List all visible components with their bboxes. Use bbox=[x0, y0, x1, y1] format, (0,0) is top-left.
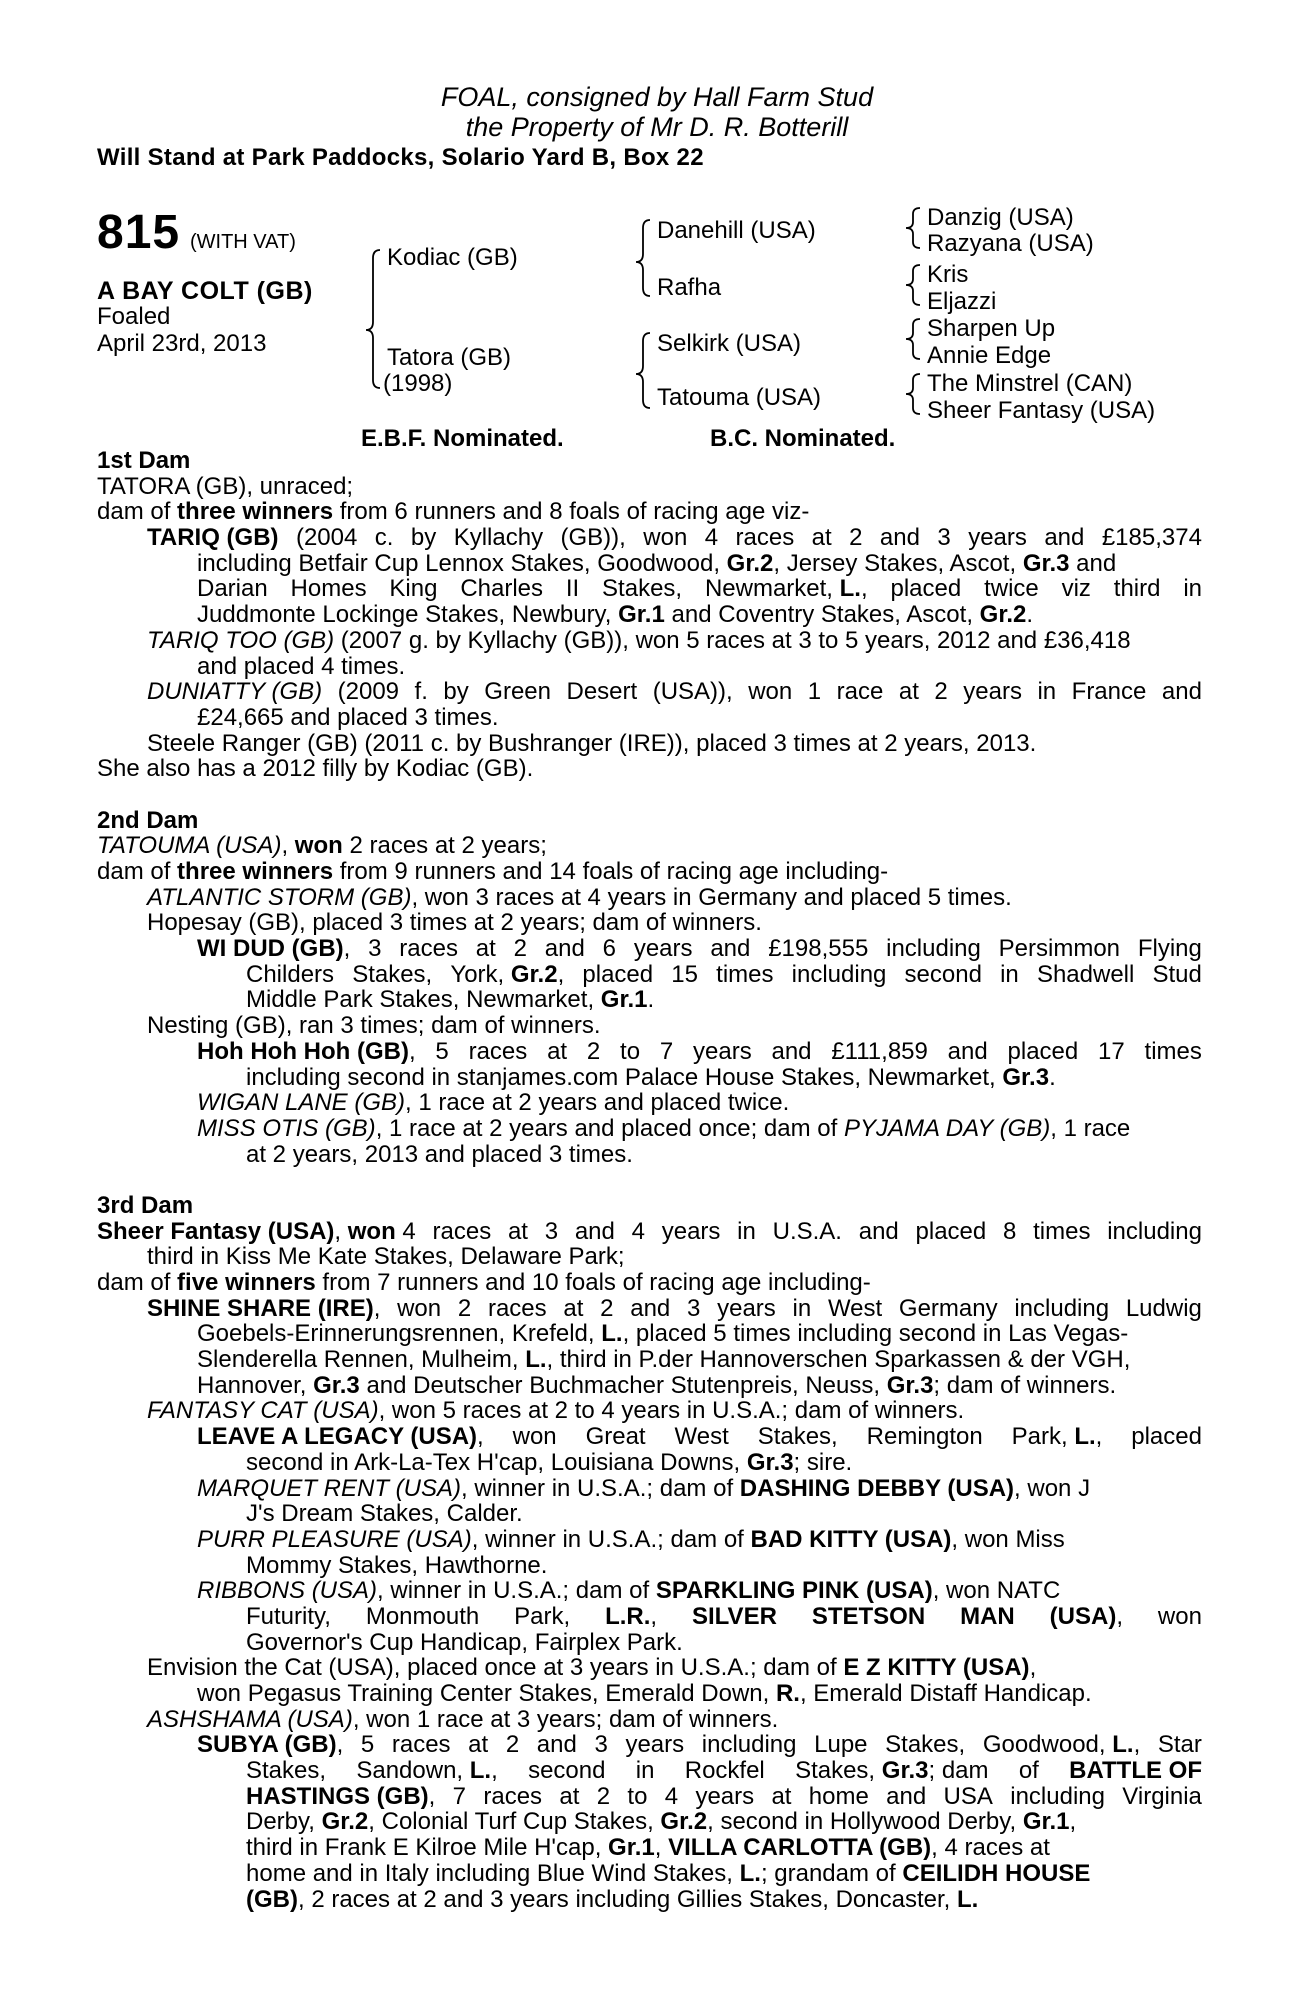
dam-details bbox=[97, 448, 1202, 1912]
dam-of-line: dam of three winners from 9 runners and 14 foals of racing age including- bbox=[97, 858, 889, 885]
offspring-line: including Betfair Cup Lennox Stakes, Goodwood, Gr.2, Jersey Stakes, Ascot, Gr.3 and bbox=[197, 549, 1117, 577]
offspring-line: Governor's Cup Handicap, Fairplex Park. bbox=[246, 1628, 683, 1656]
dam-year: (1998) bbox=[383, 370, 453, 397]
offspring-line: DUNIATTY (GB) (2009 f. by Green Desert (USA)), won 1 race at 2 years in France and bbox=[147, 678, 1202, 706]
offspring-line: J's Dream Stakes, Calder. bbox=[246, 1500, 523, 1528]
sire-name: Kodiac (GB) bbox=[387, 244, 518, 271]
offspring-line: Middle Park Stakes, Newmarket, Gr.1. bbox=[246, 986, 655, 1014]
stand-location: Will Stand at Park Paddocks, Solario Yard B, Box 22 bbox=[97, 144, 704, 171]
offspring-line: WIGAN LANE (GB), 1 race at 2 years and placed twice. bbox=[197, 1089, 790, 1117]
offspring-line: won Pegasus Training Center Stakes, Emerald Down, R., Emerald Distaff Handicap. bbox=[197, 1680, 1092, 1707]
offspring-line: at 2 years, 2013 and placed 3 times. bbox=[246, 1140, 633, 1168]
gg-8: Sheer Fantasy (USA) bbox=[927, 397, 1156, 424]
lot-title: A BAY COLT (GB) bbox=[97, 277, 313, 305]
offspring-line: Darian Homes King Charles II Stakes, Newmarket, L., placed twice viz third in bbox=[197, 575, 1202, 603]
dam-of-line: dam of three winners from 6 runners and 8 foals of racing age viz- bbox=[97, 498, 810, 526]
offspring-line: RIBBONS (USA), winner in U.S.A.; dam of SPARKLING PINK (USA), won NATC bbox=[197, 1577, 1061, 1605]
offspring-line: Goebels-Erinnerungsrennen, Krefeld, L., placed 5 times including second in Las Vegas- bbox=[197, 1320, 1129, 1348]
offspring-line: Derby, Gr.2, Colonial Turf Cup Stakes, Gr.2, second in Hollywood Derby, Gr.1, bbox=[246, 1808, 1077, 1836]
pedigree-brackets bbox=[0, 0, 1314, 440]
consignor-line: FOAL, consigned by Hall Farm Stud bbox=[440, 82, 874, 112]
lot-number: 815 bbox=[97, 206, 181, 259]
dam-dam: Tatouma (USA) bbox=[657, 384, 822, 411]
offspring-line: Steele Ranger (GB) (2011 c. by Bushranger (IRE)), placed 3 times at 2 years, 2013. bbox=[147, 729, 1037, 757]
offspring-line: Hopesay (GB), placed 3 times at 2 years; dam of winners. bbox=[147, 909, 762, 937]
section-heading: 1st Dam bbox=[97, 447, 191, 474]
gg-5: Sharpen Up bbox=[927, 315, 1056, 342]
gg-4: Eljazzi bbox=[927, 288, 997, 315]
offspring-line: ASHSHAMA (USA), won 1 race at 3 years; dam of winners. bbox=[147, 1705, 779, 1733]
section-heading: 2nd Dam bbox=[97, 806, 199, 834]
offspring-line: Slenderella Rennen, Mulheim, L., third in P.der Hannoverschen Sparkassen & der VGH, bbox=[197, 1346, 1131, 1374]
property-line: the Property of Mr D. R. Botterill bbox=[465, 112, 849, 142]
offspring-line: Hannover, Gr.3 and Deutscher Buchmacher Stutenpreis, Neuss, Gr.3; dam of winners. bbox=[197, 1371, 1117, 1399]
dam-sire: Selkirk (USA) bbox=[657, 330, 802, 357]
gg-1: Danzig (USA) bbox=[927, 204, 1074, 231]
offspring-line: HASTINGS (GB), 7 races at 2 to 4 years at home and USA including Virginia bbox=[246, 1782, 1202, 1810]
offspring-line: second in Ark-La-Tex H'cap, Louisiana Downs, Gr.3; sire. bbox=[246, 1448, 853, 1476]
section-heading: 3rd Dam bbox=[97, 1191, 194, 1219]
foaled-date: April 23rd, 2013 bbox=[97, 330, 267, 357]
offspring-line: (GB), 2 races at 2 and 3 years including Gillies Stakes, Doncaster, L. bbox=[246, 1885, 979, 1913]
offspring-line: TARIQ (GB) (2004 c. by Kyllachy (GB)), won 4 races at 2 and 3 years and £185,374 bbox=[147, 524, 1202, 552]
ebf-nominated: E.B.F. Nominated. bbox=[361, 425, 564, 452]
offspring-line: MARQUET RENT (USA), winner in U.S.A.; dam of DASHING DEBBY (USA), won J bbox=[197, 1474, 1091, 1502]
offspring-line: ATLANTIC STORM (GB), won 3 races at 4 years in Germany and placed 5 times. bbox=[147, 883, 1012, 911]
vat-label: (WITH VAT) bbox=[190, 231, 296, 253]
dam-line: third in Kiss Me Kate Stakes, Delaware Park; bbox=[147, 1243, 625, 1271]
offspring-line: Envision the Cat (USA), placed once at 3 years in U.S.A.; dam of E Z KITTY (USA), bbox=[147, 1654, 1037, 1682]
offspring-line: Stakes, Sandown, L., second in Rockfel Stakes, Gr.3; dam of BATTLE OF bbox=[246, 1757, 1202, 1785]
offspring-line: third in Frank E Kilroe Mile H'cap, Gr.1, VILLA CARLOTTA (GB), 4 races at bbox=[246, 1834, 1050, 1862]
offspring-line: Childers Stakes, York, Gr.2, placed 15 times including second in Shadwell Stud bbox=[246, 960, 1202, 988]
offspring-line: and placed 4 times. bbox=[197, 652, 406, 680]
gg-2: Razyana (USA) bbox=[927, 230, 1094, 257]
offspring-line: SUBYA (GB), 5 races at 2 and 3 years including Lupe Stakes, Goodwood, L., Star bbox=[197, 1731, 1202, 1759]
offspring-line: WI DUD (GB), 3 races at 2 and 6 years and £198,555 including Persimmon Flying bbox=[197, 935, 1202, 963]
offspring-line: Nesting (GB), ran 3 times; dam of winners. bbox=[147, 1012, 601, 1040]
offspring-line: Juddmonte Lockinge Stakes, Newbury, Gr.1 and Coventry Stakes, Ascot, Gr.2. bbox=[197, 601, 1034, 629]
offspring-line: MISS OTIS (GB), 1 race at 2 years and placed once; dam of PYJAMA DAY (GB), 1 race bbox=[197, 1114, 1131, 1142]
sire-sire: Danehill (USA) bbox=[657, 217, 816, 244]
offspring-line: FANTASY CAT (USA), won 5 races at 2 to 4 years in U.S.A.; dam of winners. bbox=[147, 1397, 965, 1425]
sire-dam: Rafha bbox=[657, 274, 722, 301]
offspring-line: LEAVE A LEGACY (USA), won Great West Stakes, Remington Park, L., placed bbox=[197, 1423, 1202, 1451]
dam-line: Sheer Fantasy (USA), won 4 races at 3 and 4 years in U.S.A. and placed 8 times including bbox=[97, 1217, 1202, 1245]
offspring-line: including second in stanjames.com Palace House Stakes, Newmarket, Gr.3. bbox=[246, 1063, 1056, 1091]
offspring-line: SHINE SHARE (IRE), won 2 races at 2 and 3 years in West Germany including Ludwig bbox=[147, 1294, 1202, 1322]
bc-nominated: B.C. Nominated. bbox=[710, 425, 896, 452]
offspring-line: Futurity, Monmouth Park, L.R., SILVER STETSON MAN (USA), won bbox=[246, 1602, 1202, 1630]
offspring-line: PURR PLEASURE (USA), winner in U.S.A.; dam of BAD KITTY (USA), won Miss bbox=[197, 1525, 1065, 1553]
gg-7: The Minstrel (CAN) bbox=[927, 370, 1133, 397]
gg-3: Kris bbox=[927, 261, 969, 288]
also-line: She also has a 2012 filly by Kodiac (GB). bbox=[97, 755, 534, 783]
offspring-line: TARIQ TOO (GB) (2007 g. by Kyllachy (GB)), won 5 races at 3 to 5 years, 2012 and £36,418 bbox=[147, 626, 1131, 654]
offspring-line: £24,665 and placed 3 times. bbox=[197, 703, 499, 731]
offspring-line: Hoh Hoh Hoh (GB), 5 races at 2 to 7 years and £111,859 and placed 17 times bbox=[197, 1037, 1202, 1065]
dam-line: TATOUMA (USA), won 2 races at 2 years; bbox=[97, 832, 547, 860]
offspring-line: home and in Italy including Blue Wind Stakes, L.; grandam of CEILIDH HOUSE bbox=[246, 1859, 1091, 1887]
dam-name: Tatora (GB) bbox=[387, 344, 512, 371]
dam-line: TATORA (GB), unraced; bbox=[97, 472, 354, 500]
offspring-line: Mommy Stakes, Hawthorne. bbox=[246, 1551, 548, 1579]
gg-6: Annie Edge bbox=[927, 342, 1052, 369]
foaled-label: Foaled bbox=[97, 303, 171, 330]
dam-of-line: dam of five winners from 7 runners and 10 foals of racing age including- bbox=[97, 1269, 871, 1296]
